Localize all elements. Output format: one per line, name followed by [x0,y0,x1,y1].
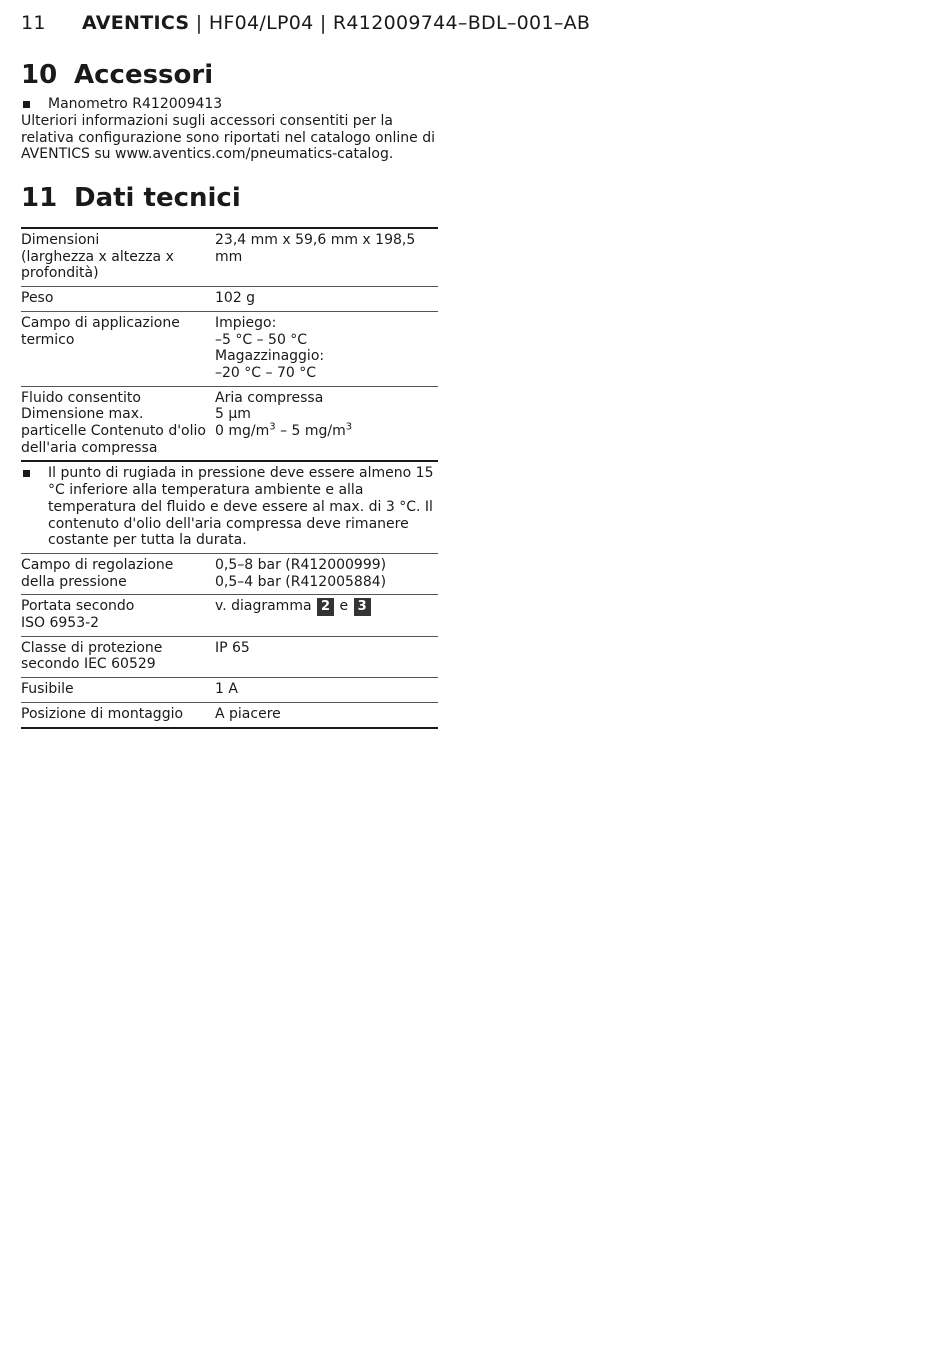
row-label: Campo di applicazione termico [21,311,215,386]
oil-content-value: 0 $mg/m^3 - 5$ $mg/m^3$ [215,421,353,440]
row-value: IP 65 [215,636,438,677]
accessori-paragraph: Ulteriori informazioni sugli accessori consentiti per la relativa configurazione sono riportati nel catalogo online di AVENTICS su www.aventics.com/pneumatics-catalog. [21,112,435,163]
page-number: 11 [21,12,46,34]
table-row [21,228,438,287]
table-row [21,461,438,553]
table-row [21,311,438,386]
row-value: 1 A [215,678,438,703]
header-separator: | [313,12,333,34]
note-text: Il punto di rugiada in pressione deve essere almeno 15 °C inferiore alla temperatura ambiente e alla temperatura del fluido e deve essere al max. di 3 °C. Il contenuto d'olio dell'aria compressa deve rimanere costante per tutta la durata. [48,465,434,549]
section-number: 10 [21,60,58,90]
table-row [21,678,438,703]
technical-data-table [21,227,438,729]
table-row [21,636,438,677]
row-value: 23,4 mm x 59,6 mm x 198,5 mm [215,228,438,287]
model-name: HF04/LP04 [208,12,314,34]
section-heading-accessori [21,60,213,90]
note-item [21,461,438,553]
table-row [21,553,438,594]
row-label: Fusibile [21,678,215,703]
table-row [21,702,438,727]
row-value: Aria compressa 5 µm 0 $mg/m^3 - 5$ $mg/m^3$ [215,386,438,461]
row-value: v. diagramma 2 e 3 [215,595,438,636]
page-header [21,12,590,34]
row-label: Classe di protezione secondo IEC 60529 [21,636,215,677]
bullet-square-icon [23,101,30,108]
table-row [21,287,438,312]
section-heading-dati-tecnici [21,183,241,213]
row-label: Dimensioni (larghezza x altezza x profondità) [21,228,215,287]
row-value: A piacere [215,702,438,727]
section-number: 11 [21,183,58,213]
row-value: 0,5–8 bar (R412000999) 0,5–4 bar (R412005884) [215,553,438,594]
bullet-square-icon [23,470,30,477]
row-value: Impiego: –5 °C – 50 °C Magazzinaggio: –20 °C – 70 °C [215,311,438,386]
row-label: Peso [21,287,215,312]
section-title: Accessori [74,60,214,90]
row-label: Fluido consentito Dimensione max. particelle Contenuto d'olio dell'aria compressa [21,386,215,461]
row-label: Portata secondo ISO 6953-2 [21,595,215,636]
figure-reference-badge[interactable]: 3 [354,598,371,616]
list-item [21,96,441,113]
row-value: 102 g [215,287,438,312]
table-row [21,595,438,636]
table-row [21,386,438,461]
row-label: Posizione di montaggio [21,702,215,727]
header-separator: | [189,12,209,34]
accessori-body [21,96,441,163]
figure-reference-badge[interactable]: 2 [317,598,334,616]
section-title: Dati tecnici [74,183,241,213]
accessory-item: Manometro R412009413 [48,96,223,112]
brand-name: AVENTICS [82,12,190,34]
row-label: Campo di regolazione della pressione [21,553,215,594]
document-code: R412009744–BDL–001–AB [332,12,591,34]
